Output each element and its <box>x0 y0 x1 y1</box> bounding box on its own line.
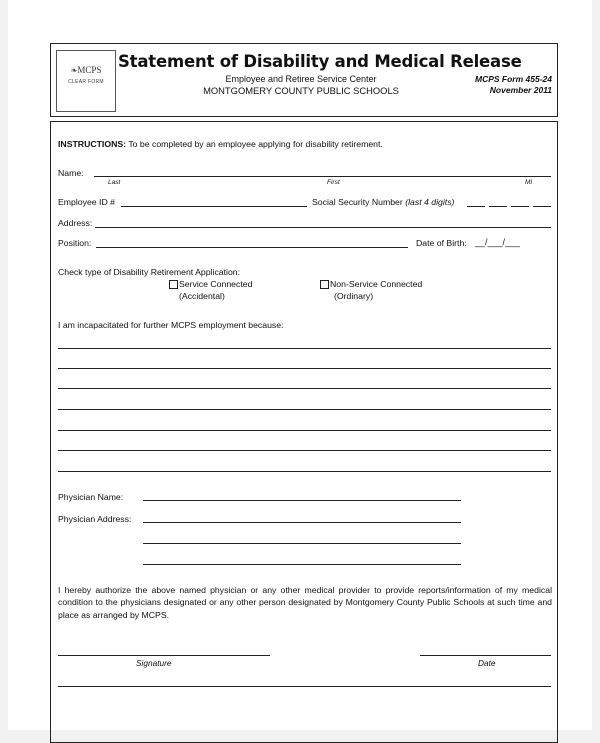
reason-line[interactable] <box>58 430 551 431</box>
address-label: Address: <box>58 218 93 228</box>
clear-form-label: CLEAR FORM <box>68 79 104 85</box>
ssn-hint: (last 4 digits) <box>405 197 455 207</box>
physician-address-label: Physician Address: <box>58 514 132 524</box>
reason-line[interactable] <box>58 409 551 410</box>
date-field[interactable] <box>420 655 551 656</box>
middle-initial-caption: MI <box>525 179 533 186</box>
application-type-prompt: Check type of Disability Retirement Application: <box>58 267 241 277</box>
position-label: Position: <box>58 238 92 248</box>
physician-address-field[interactable] <box>143 564 461 565</box>
instructions-text: To be completed by an employee applying for disability retirement. <box>126 139 383 149</box>
subtitle-school: MONTGOMERY COUNTY PUBLIC SCHOOLS <box>203 85 399 96</box>
physician-name-field[interactable] <box>143 500 461 501</box>
ssn-digit-field[interactable] <box>533 206 551 207</box>
physician-name-label: Physician Name: <box>58 492 124 502</box>
position-field[interactable] <box>96 247 408 248</box>
dob-field[interactable]: __/___/___ <box>475 237 521 247</box>
non-service-connected-checkbox[interactable] <box>320 280 329 289</box>
form-body-box <box>50 121 558 743</box>
mcps-logo-icon: ❧MCPS <box>70 65 102 75</box>
physician-address-field[interactable] <box>143 543 461 544</box>
clear-form-button[interactable] <box>56 50 116 112</box>
service-connected-checkbox[interactable] <box>169 280 178 289</box>
non-service-connected-label: Non-Service Connected <box>330 279 423 289</box>
signature-field[interactable] <box>58 655 270 656</box>
employee-id-label: Employee ID # <box>58 197 115 207</box>
ssn-digit-field[interactable] <box>467 206 485 207</box>
name-field[interactable] <box>94 176 551 177</box>
ssn-digit-field[interactable] <box>511 206 529 207</box>
form-number-text: MCPS Form 455-24 <box>475 74 552 84</box>
reason-line[interactable] <box>58 388 551 389</box>
first-name-caption: First <box>327 179 340 186</box>
signature-caption: Signature <box>136 658 172 668</box>
reason-line[interactable] <box>58 471 551 472</box>
ssn-label <box>312 197 454 207</box>
employee-id-field[interactable] <box>121 206 307 207</box>
name-label: Name: <box>58 168 84 178</box>
instructions <box>58 139 383 149</box>
form-date-text: November 2011 <box>489 85 552 95</box>
last-name-caption: Last <box>108 179 121 186</box>
instructions-label: INSTRUCTIONS: <box>58 139 127 149</box>
ssn-label-text: Social Security Number <box>312 197 403 207</box>
reason-line[interactable] <box>58 368 551 369</box>
address-field[interactable] <box>95 227 551 228</box>
form-number <box>475 74 552 96</box>
page-title: Statement of Disability and Medical Release <box>118 52 522 71</box>
physician-address-field[interactable] <box>143 522 461 523</box>
authorization-text: I hereby authorize the above named physician or any other medical provider to provide reports/information of my medical condition to the physicians designated or any other person designated by Montgomery County Public Schools at such time and place as arranged by MCPS. <box>58 585 552 620</box>
bottom-rule <box>58 686 551 687</box>
ssn-digit-field[interactable] <box>489 206 507 207</box>
subtitle-center: Employee and Retiree Service Center <box>225 74 377 84</box>
service-connected-sublabel: (Accidental) <box>179 291 225 301</box>
date-caption: Date <box>478 658 496 668</box>
reason-line[interactable] <box>58 450 551 451</box>
non-service-connected-sublabel: (Ordinary) <box>334 291 374 301</box>
reason-line[interactable] <box>58 348 551 349</box>
incapacity-prompt: I am incapacitated for further MCPS employment because: <box>58 320 284 330</box>
dob-label: Date of Birth: <box>416 238 467 248</box>
service-connected-label: Service Connected <box>179 279 253 289</box>
